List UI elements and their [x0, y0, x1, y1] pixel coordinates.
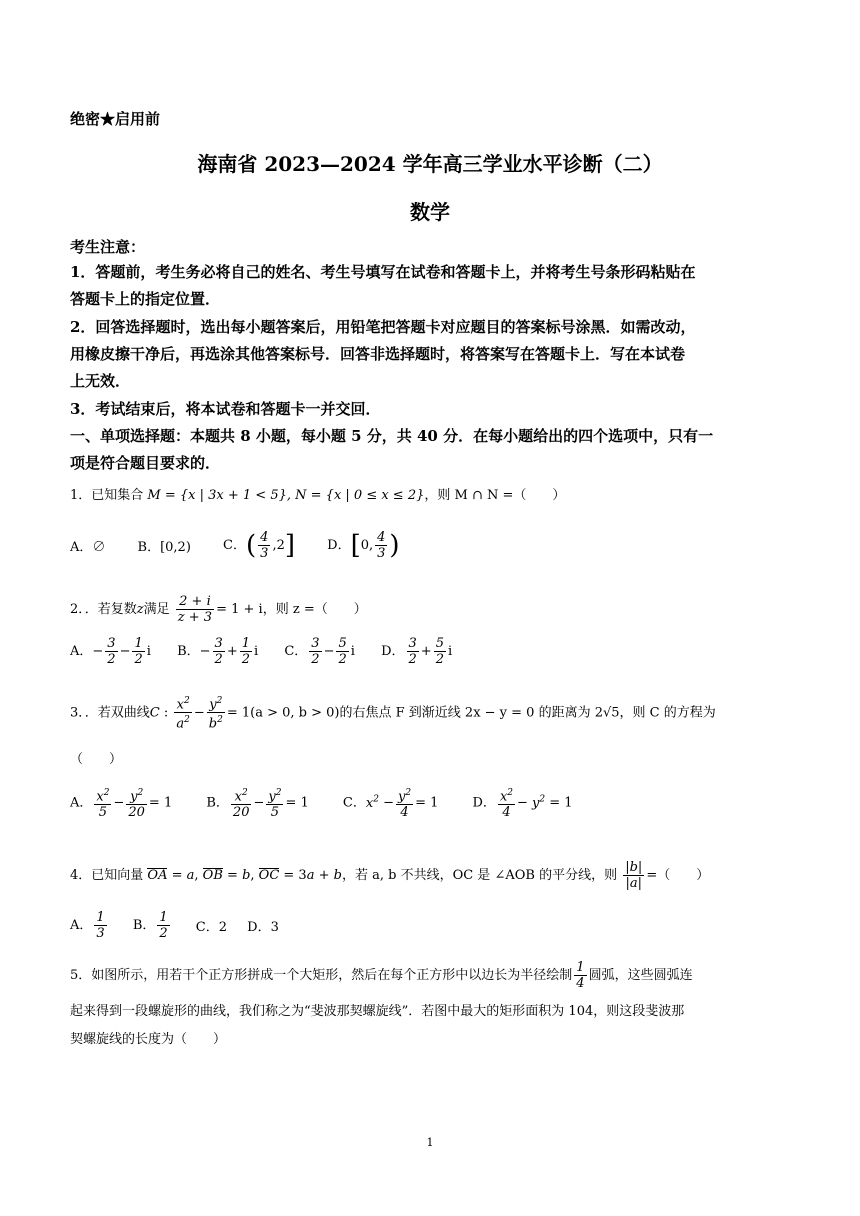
- option-c: C．$x^2$ − $\frac{y^2}{4}$ = 1: [342, 788, 439, 821]
- option-c: C．( $\frac{4}{3}$ ,2]: [223, 530, 295, 561]
- option-c: C．2: [195, 920, 228, 935]
- section-heading-1: 一、单项选择题：本题共 8 小题，每小题 5 分，共 40 分．在每小题给出的四个选项中，只有一: [70, 427, 714, 445]
- option-a: A．− $\frac{3}{2}$ − $\frac{1}{2}$ i: [70, 636, 151, 667]
- option-d: D． $\frac{x^2}{4}$ − $y^2 = 1$: [472, 788, 573, 821]
- question-5-line-2: 起来得到一段螺旋形的曲线，我们称之为“斐波那契螺旋线”．若图中最大的矩形面积为 104，则这段斐波那: [70, 1004, 685, 1019]
- notice-item-2c: 上无效．: [70, 372, 131, 390]
- option-a: A．∅: [70, 540, 106, 555]
- option-c: C． $\frac{3}{2}$ − $\frac{5}{2}$ i: [284, 636, 355, 667]
- question-3-options: [70, 786, 573, 820]
- question-1-options: [70, 530, 400, 561]
- question-2: 2．．若复数z满足 $\frac{2 + i}{z + 3}$ = 1 + i，则 z =（ ）: [70, 594, 367, 625]
- set-m: M = {x | 3x + 1 < 5}: [147, 488, 287, 503]
- notice-item-2b: 用橡皮擦干净后，再选涂其他答案标号．回答非选择题时，将答案写在答题卡上．写在本试卷: [70, 345, 686, 363]
- section-heading-2: 项是符合题目要求的．: [70, 454, 221, 472]
- notice-item-3: 3．考试结束后，将本试卷和答题卡一并交回．: [70, 400, 381, 418]
- page-number: 1: [426, 1136, 434, 1149]
- question-4: 4．已知向量 OA = a, OB = b, OC = 3a + b，若 a, b 不共线，OC 是 ∠AOB 的平分线，则 $\frac{|b|}{|a|}$ =（ ）: [70, 860, 710, 891]
- question-3: 3．．若双曲线C : $\frac{x^2}{a^2}$ − $\frac{y^2}{b^2}$ = 1(a > 0, b > 0)的右焦点 F 到渐近线 2x − y = 0 的距离为 2√5，则 C 的方程为: [70, 696, 716, 732]
- notice-item-2a: 2．回答选择题时，选出每小题答案后，用铅笔把答题卡对应题目的答案标号涂黑．如需改动，: [70, 318, 696, 336]
- option-d: D． $\frac{3}{2}$ + $\frac{5}{2}$ i: [381, 636, 453, 667]
- question-5-line-1: 5．如图所示，用若干个正方形拼成一个大矩形，然后在每个正方形中以边长为半径绘制 $\frac{1}{4}$ 圆弧，这些圆弧连: [70, 960, 693, 991]
- option-a: A． $\frac{x^2}{5}$ − $\frac{y^2}{20}$ = 1: [70, 788, 173, 821]
- option-b: B．[0,2): [137, 540, 191, 555]
- set-n: , N = {x | 0 ≤ x ≤ 2}: [286, 488, 425, 503]
- question-2-options: [70, 636, 452, 667]
- option-a: A． $\frac{1}{3}$: [70, 910, 105, 941]
- option-b: B．− $\frac{3}{2}$ + $\frac{1}{2}$ i: [177, 636, 259, 667]
- question-5-line-3: 契螺旋线的长度为（ ）: [70, 1032, 227, 1047]
- option-b: B． $\frac{1}{2}$: [132, 910, 168, 941]
- question-4-options: [70, 910, 279, 941]
- notice-item-1a: 1．答题前，考生务必将自己的姓名、考生号填写在试卷和答题卡上，并将考生号条形码粘贴在: [70, 263, 696, 281]
- option-d: D．3: [247, 920, 279, 935]
- subject-title: 数学: [410, 200, 450, 224]
- question-3-paren: （ ）: [70, 752, 123, 767]
- secret-label: 绝密★启用前: [70, 110, 161, 128]
- exam-title: 海南省 2023—2024 学年高三学业水平诊断（二）: [197, 152, 663, 176]
- option-d: D．[0, $\frac{4}{3}$ ): [327, 530, 400, 561]
- question-1: 1．已知集合 M = {x | 3x + 1 < 5}, N = {x | 0 ≤ x ≤ 2}，则 M ∩ N =（ ）: [70, 488, 566, 503]
- notice-item-1b: 答题卡上的指定位置．: [70, 290, 221, 308]
- option-b: B． $\frac{x^2}{20}$ − $\frac{y^2}{5}$ = 1: [206, 788, 309, 821]
- notice-heading: 考生注意：: [70, 238, 146, 256]
